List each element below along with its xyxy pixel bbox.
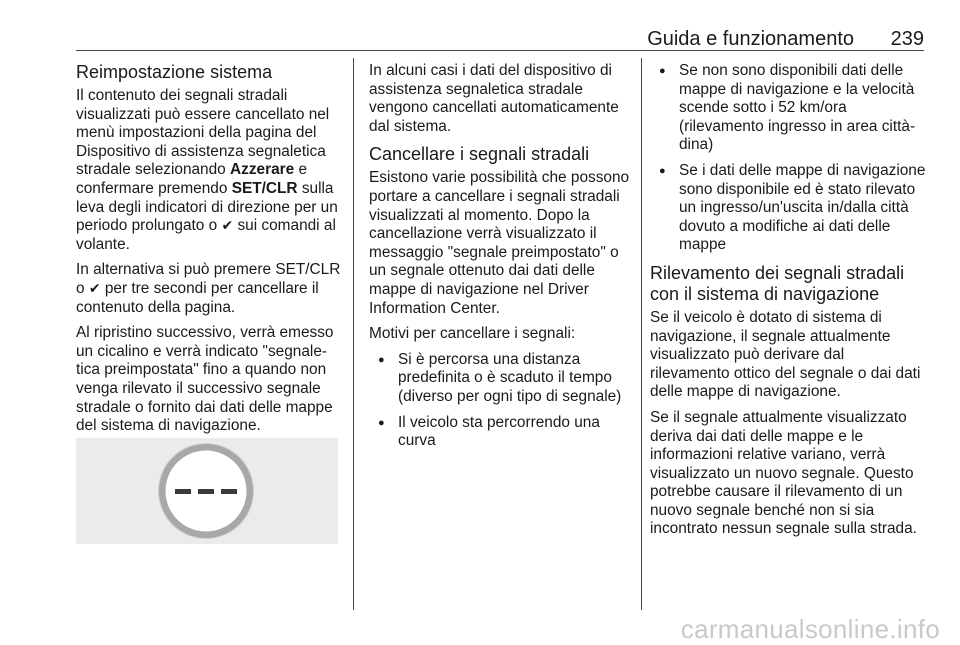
- paragraph-navigation-source: Se il veicolo è dotato di sistema di navigazione, il segnale attualmente visualizzato può derivare dal rilevamento ottico del segnale o dai dati delle mappe di navigazione.: [650, 308, 921, 401]
- paragraph-reset: [76, 87, 342, 254]
- menu-option-reset: Azzerare: [230, 161, 295, 179]
- text-run: Il contenuto dei segnali stradali visualizzati può essere cancellato nel menù impostazioni della pagina del Dispositivo di assistenza segnaletica stradale selezionando: [76, 87, 330, 179]
- list-item: ● Il veicolo sta percorrendo una curva: [369, 414, 633, 451]
- section-heading-navigation: Rilevamento dei segnali stradali con il sistema di navigazione: [650, 262, 905, 304]
- text-run: sui comandi al volante.: [76, 217, 336, 253]
- reasons-list-continued: [650, 62, 926, 255]
- paragraph-reasons-intro: Motivi per cancellare i segnali:: [369, 325, 576, 343]
- text-run: sulla leva degli indicatori di direzione per un periodo prolungato o: [76, 179, 338, 235]
- column-1: [76, 62, 342, 443]
- text-run: In alternativa si può premere SET/CLR o: [76, 261, 341, 297]
- column-divider-1: [353, 58, 354, 610]
- paragraph-clear-possibilities: Esistono varie possibilità che possono portare a cancellare i segnali stradali visualizzati al momento. Dopo la cancellazione verrà visualizzato il messaggio "segnale preimpostato" o un segnale ottenuto dai dati delle mappe di navigazione nel Driver Information Center.: [369, 169, 630, 317]
- column-3: [650, 62, 926, 546]
- column-divider-2: [641, 58, 642, 610]
- list-item: ● Se non sono disponibili dati delle mappe di navigazione e la velocità scende sotto i 52 km/ora (rilevamento ingresso in area città-dina): [650, 62, 926, 155]
- button-name-set-clr: SET/CLR: [231, 179, 298, 197]
- text-run: per tre secondi per cancellare il contenuto della pagina.: [76, 279, 319, 316]
- column-2: [369, 62, 633, 458]
- chapter-title: Guida e funzionamento: [647, 28, 854, 50]
- checkmark-icon: ✔: [221, 218, 234, 235]
- preset-sign-figure: [76, 438, 338, 544]
- section-heading-clear-signs: Cancellare i segnali stradali: [369, 144, 590, 165]
- watermark: carmanualsonline.info: [680, 614, 940, 644]
- header-rule: [76, 50, 924, 51]
- checkmark-icon: ✔: [88, 280, 101, 297]
- text-run: e confermare premendo: [76, 161, 308, 197]
- list-item: ● Se i dati delle mappe di navigazione sono disponibile ed è stato rilevato un ingresso/un'uscita in/dalla città dovuto a modifiche ai dati delle mappe: [650, 162, 926, 255]
- page-header: [76, 28, 924, 50]
- paragraph-auto-clear: In alcuni casi i dati del dispositivo di assistenza segnaletica stradale vengono cancellati automaticamente dal sistema.: [369, 62, 619, 135]
- paragraph-alternative: [76, 261, 342, 317]
- page-number: 239: [890, 28, 924, 50]
- paragraph-next-reset: Al ripristino successivo, verrà emesso un cicalino e verrà indicato "segnale-tica preimpostata" fino a quando non venga rilevato il successivo segnale stradale o fornito dai dati delle mappe del sistema di navigazione.: [76, 324, 334, 435]
- section-heading-reset: Reimpostazione sistema: [76, 62, 273, 82]
- preset-sign-icon: [76, 438, 338, 544]
- reasons-list: [369, 351, 633, 451]
- list-item: ● Si è percorsa una distanza predefinita o è scaduto il tempo (diverso per ogni tipo di segnale): [369, 351, 633, 407]
- paragraph-navigation-update: Se il segnale attualmente visualizzato deriva dai dati delle mappe e le informazioni relative variano, verrà visualizzato un nuovo segnale. Questo potrebbe causare il rilevamento di un nuovo segnale benché non si sia incontrato nessun segnale sulla strada.: [650, 408, 917, 538]
